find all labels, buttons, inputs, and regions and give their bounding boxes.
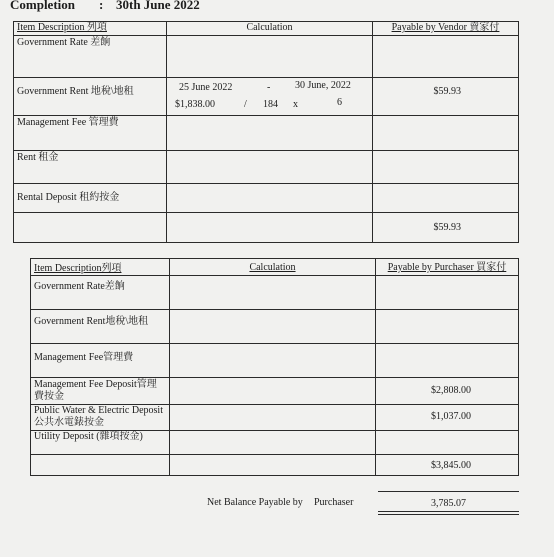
purchaser-payable-table: [30, 258, 519, 476]
completion-date: 30th June 2022: [116, 0, 200, 12]
item-description-header: Item Description列項: [31, 259, 170, 276]
completion-label: Completion: [10, 0, 75, 12]
table-row: [14, 78, 519, 116]
completion-header: [10, 0, 200, 13]
net-balance-top-rule: [378, 491, 519, 492]
row-item: Public Water & Electric Deposit公共水電錶按金: [34, 405, 163, 428]
payable-by-purchaser-header: Payable by Purchaser 買家付: [376, 259, 519, 276]
row-amount: $2,808.00: [431, 385, 471, 396]
row-item: Management Fee Deposit管理費按金: [34, 379, 157, 402]
net-balance-double-rule-1: [378, 511, 519, 512]
row-item: Government Rent 地稅\地租: [17, 86, 134, 97]
calc-divide: /: [244, 99, 247, 110]
calc-days: 184: [263, 99, 278, 110]
purchaser-total: $3,845.00: [431, 460, 471, 471]
table-row: [31, 310, 519, 344]
calculation-header: Calculation: [170, 259, 376, 276]
row-item: Government Rate 差餉: [17, 37, 111, 48]
payable-by-vendor-header: Payable by Vendor 賣家付: [373, 22, 519, 36]
row-item: Rent 租金: [17, 152, 59, 163]
item-description-header: Item Description 列項: [14, 22, 167, 36]
calculation-header: Calculation: [167, 22, 373, 36]
calc-multiply: x: [293, 99, 298, 110]
table-row: [31, 276, 519, 310]
table-row: [14, 116, 519, 151]
table-row: [14, 36, 519, 78]
net-balance-double-rule-2: [378, 514, 519, 515]
table-row: [31, 344, 519, 378]
table-total-row: [31, 455, 519, 476]
calc-n: 6: [337, 97, 342, 108]
table-total-row: [14, 213, 519, 243]
table-row: [31, 431, 519, 455]
table-row: [14, 184, 519, 213]
net-balance-party: Purchaser: [314, 497, 354, 508]
header-colon: :: [99, 0, 104, 12]
net-balance-value: 3,785.07: [431, 498, 466, 509]
calc-dash: -: [267, 82, 271, 93]
table-row: [31, 405, 519, 431]
calc-to-date: 30 June, 2022: [295, 80, 351, 91]
row-item: Government Rent地稅\地租: [34, 316, 149, 327]
table-row: [14, 151, 519, 184]
row-item: Government Rate差餉: [34, 281, 125, 292]
vendor-total: $59.93: [433, 222, 461, 233]
vendor-payable-table: [13, 21, 519, 243]
row-item: Rental Deposit 租約按金: [17, 192, 120, 203]
calc-base-amount: $1,838.00: [175, 99, 215, 110]
calc-from-date: 25 June 2022: [179, 82, 233, 93]
row-item: Management Fee管理費: [34, 352, 134, 363]
row-amount: $59.93: [433, 86, 461, 97]
row-item: Management Fee 管理費: [17, 117, 119, 128]
table-header-row: [14, 22, 519, 36]
row-item: Utility Deposit (雜項按金): [34, 431, 143, 442]
table-row: [31, 378, 519, 405]
table-header-row: [31, 259, 519, 276]
net-balance-label: Net Balance Payable by: [207, 497, 303, 508]
row-amount: $1,037.00: [431, 411, 471, 422]
